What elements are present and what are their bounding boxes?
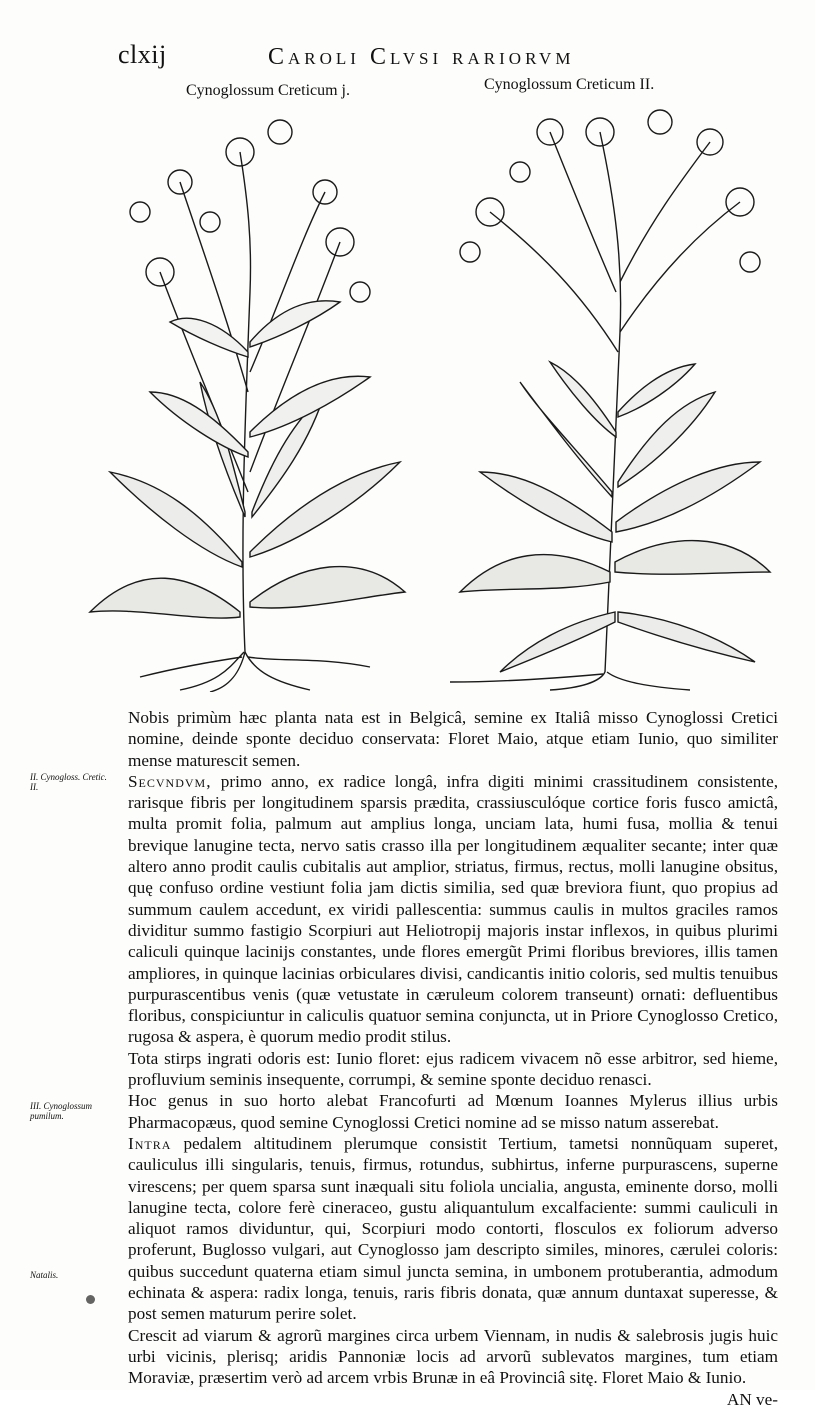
margin-note-3: Natalis. (30, 1270, 59, 1280)
paragraph-4: Hoc genus in suo horto alebat Francofurti ad Mœnum Ioannes Mylerus illius urbis Pharmacopæus, quod semine Cynoglossi Cretici nomine ad se misso natum asserebat. (128, 1091, 778, 1132)
ink-spot (86, 1295, 95, 1304)
margin-note-1: II. Cynogloss. Cretic. II. (30, 772, 107, 792)
paragraph-2-text: primo anno, ex radice longâ, infra digiti minimi crassitudinem consistente, rarisque fibris per longitudinem sparsis prædita, crassiusculóque cortice foris fusco amictâ, multa promit folia, palmum aut amplius longa, unciam lata, humi fusa, mollia & tenui brevique lanugine tecta, nervo satis crasso illa per longitudinem æqualiter secante; inter quæ altero anno prodit caulis cubitalis aut amplior, striatus, firmus, rectus, molli lanugine obsitus, quę confuso ordine vestiunt folia jam dictis similia, sed quæ breviora fiunt, quo propius ad summum caulem accedunt, ex viridi pallescentia: summus caulis in multos graciles ramos dividitur summo fastigio Scorpiuri aut Heliotropij majoris instar inflexos, in quibus plurimi caliculi quinque lacinijs constantes, unde flores emergũt Primi floribus breviores, illis tamen ampliores, in quinque lacinias orbiculares divisi, candicantis initio coloris, sed multis tenuibus purpurascentibus venis (quæ vetustate in cæruleum colorem transeunt) ornati: defluentibus floribus, conspiciuntur in caliculis quatuor semina conjuncta, ut in Priore Cynoglosso Cretico, rugosa & aspera, è quorum medio prodit stilus. (128, 771, 778, 1047)
paragraph-3: Tota stirps ingrati odoris est: Iunio floret: ejus radicem vivacem nõ esse arbitror, sed hieme, profluvium seminis insequente, corrumpi, & semine sponte deciduo renasci. (128, 1048, 778, 1090)
paragraph-6: Crescit ad viarum & agrorũ margines circa urbem Viennam, in nudis & salebrosis jugis huic urbi vicinis, plerisq; aridis Pannoniæ locis ad arvorũ sublevatos margines, tum etiam Moraviæ, præsertim verò ad arcem vrbis Brunæ in eâ Provinciâ sitę. Floret Maio & Iunio. (128, 1325, 778, 1388)
paragraph-5-lead: Intra (128, 1133, 172, 1153)
plant-woodcut-1 (80, 92, 420, 692)
figure-caption-2: Cynoglossum Creticum II. (484, 76, 655, 93)
body-text (128, 707, 778, 1410)
running-title: Caroli Clvsi rariorvm (268, 44, 575, 70)
paragraph-2-lead: Secvndvm, (128, 771, 212, 791)
paragraph-5 (128, 1133, 778, 1325)
plant-woodcut-2 (440, 92, 775, 692)
catchword: AN ve- (726, 1389, 778, 1409)
paragraph-2 (128, 771, 778, 1048)
paragraph-5-text: pedalem altitudinem plerumque consistit Tertium, tametsi nonnũquam superet, cauliculus illi singularis, tenuis, firmus, rotundus, subhirtus, inferne purpurascens, superne virescens; per quem sparsa sunt inæquali situ foliola uncialia, angusta, eminente dorso, molli lanugine tecta, colore ferè cineraceo, gustu aliquantulum excalfaciente: summi cauliculi in aliquot ramos dividuntur, qui, Scorpiuri modo contorti, flosculos ex foliorum adverso proferunt, Buglosso vulgari, aut Cynoglosso jam descripto similes, minores, cærulei coloris: quibus succedunt quaterna etiam simul juncta semina, in umbonem protuberantia, admodum echinata & aspera: radix longa, tenuis, raris fibris donata, quæ annum duntaxat superesse, & post semen maturum perire solet. (128, 1133, 778, 1324)
folio-number: clxij (118, 40, 167, 69)
paragraph-1: Nobis primùm hæc planta nata est in Belgicâ, semine ex Italiâ misso Cynoglossi Cretici nomine, deinde sponte deciduo conservata: Floret Maio, atque etiam Iunio, quo similiter mense maturescit semen. (128, 708, 778, 770)
margin-note-2: III. Cynoglossum pumilum. (30, 1101, 92, 1121)
figure-caption-1: Cynoglossum Creticum j. (186, 82, 350, 99)
